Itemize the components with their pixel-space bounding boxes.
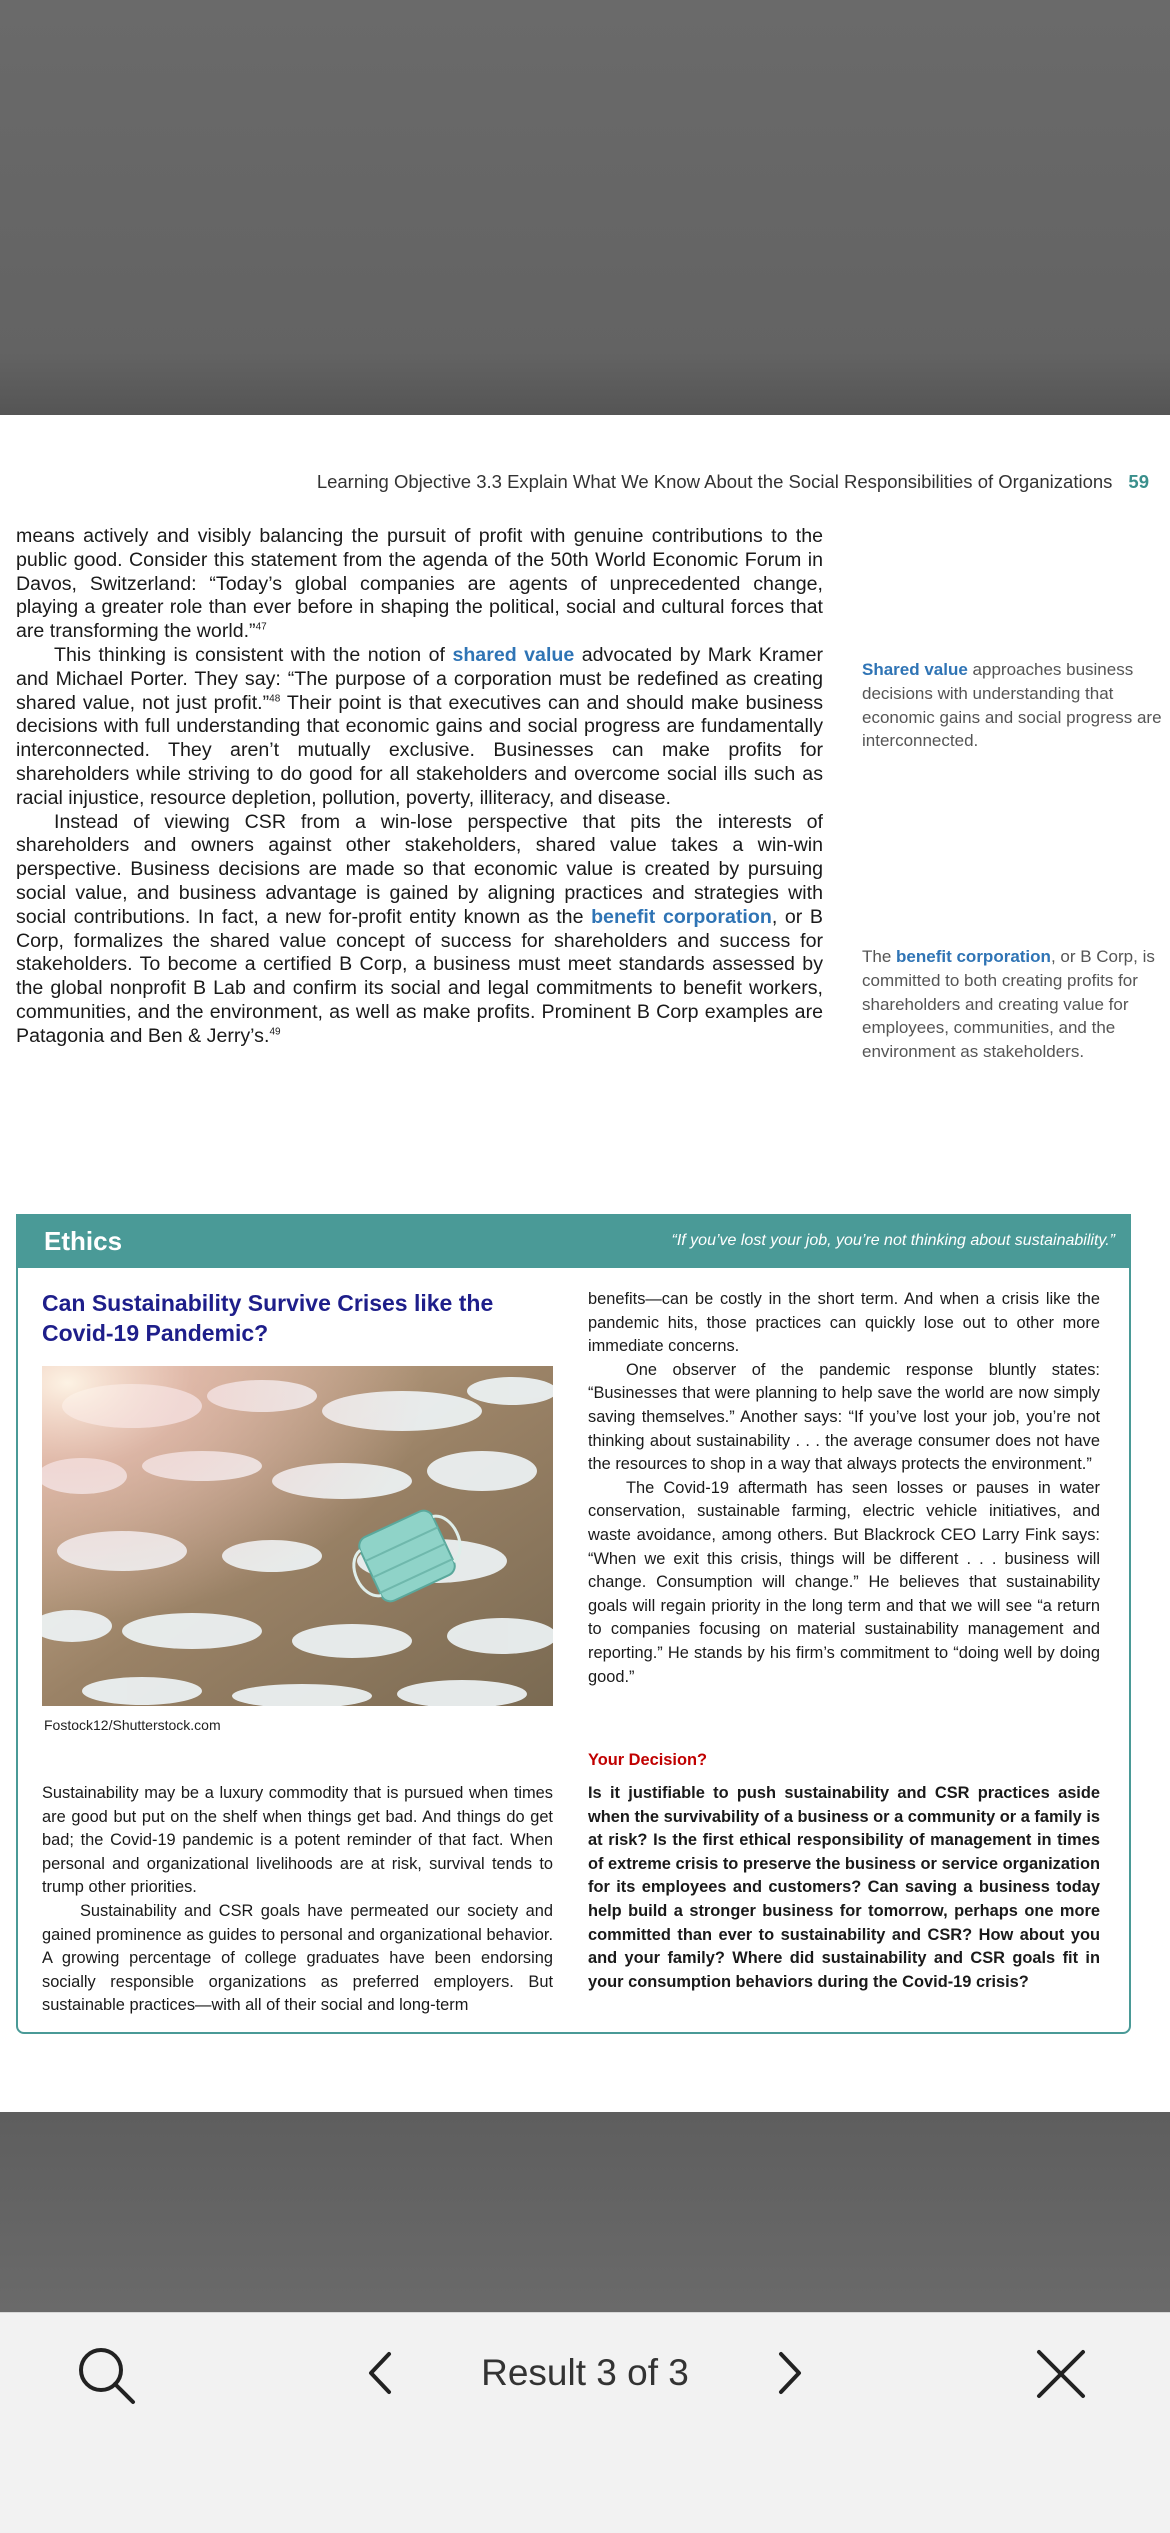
ethics-right-column xyxy=(588,1288,1100,1689)
paragraph xyxy=(16,811,823,1049)
viewer-background-top xyxy=(0,0,1170,415)
paragraph: Sustainability may be a luxury commodity that is pursued when times are good but put on the shelf when things get bad. And things do get bad; the Covid-19 pandemic is a potent reminder of that fact. When personal and organizational livelihoods are at risk, survival tends to trump other priorities. xyxy=(42,1784,553,1897)
ethics-pull-quote: “If you’ve lost your job, you’re not thinking about sustainability.” xyxy=(671,1232,1115,1249)
paragraph: The Covid-19 aftermath has seen losses or pauses in water conservation, sustainable farming, electric vehicle initiatives, and waste avoidance, among others. But Blackrock CEO Larry Fink says: “When we exit this crisis, things will be different . . . business will change. Consumption will change.” He believes that sustainability goals will regain priority in the long term and that we will see “a return to companies focusing on material sustainability management and reporting.” He stands by his firm’s commitment to “doing well by doing good.” xyxy=(588,1478,1100,1686)
paragraph-text: This thinking is consistent with the notion of xyxy=(54,643,453,666)
paragraph-text: Instead of viewing CSR from a win-lose perspective that pits the interests of shareholders and owners against other stakeholders, shared value takes a win-win perspective. Business decisions are made so that economic value is created by pursuing social value, and business advantage is gained by aligning practices and strategies with social contributions. In fact, a new for-profit entity known as the xyxy=(16,810,823,928)
book-page xyxy=(0,415,1170,2112)
search-icon xyxy=(75,2344,139,2408)
paragraph xyxy=(16,644,823,811)
search-results-toolbar xyxy=(0,2312,1170,2533)
ethics-label: Ethics xyxy=(44,1226,123,1256)
margin-note-text: The xyxy=(862,947,897,966)
margin-note-text: , or B Corp, is committed to both creating profits for shareholders and creating value for employees, communities, and the environment as stakeholders. xyxy=(862,947,1155,1062)
close-search-button[interactable] xyxy=(1030,2343,1092,2405)
running-head xyxy=(317,471,1149,493)
paragraph: Sustainability and CSR goals have permeated our society and gained prominence as guides to personal and organizational behavior. A growing percentage of college graduates have been endorsing socially responsible organizations as preferred employers. But sustainable practices—with all of their social and long-term xyxy=(42,1901,553,2015)
paragraph: benefits—can be costly in the short term. And when a crisis like the pandemic hits, those practices can quickly lose out to other more immediate concerns. xyxy=(588,1290,1100,1356)
running-head-title: Learning Objective 3.3 Explain What We Know About the Social Responsibilities of Organizations xyxy=(316,471,1113,492)
endnote-ref[interactable]: 49 xyxy=(269,1026,281,1038)
endnote-ref[interactable]: 47 xyxy=(255,621,267,633)
close-icon xyxy=(1034,2347,1088,2401)
page-number: 59 xyxy=(1128,471,1149,492)
ethics-title: Can Sustainability Survive Crises like the Covid-19 Pandemic? xyxy=(42,1290,494,1346)
result-counter: Result 3 of 3 xyxy=(481,2352,689,2393)
margin-note-shared-value xyxy=(862,658,1162,753)
paragraph xyxy=(16,525,823,644)
main-body-text xyxy=(16,525,823,1049)
previous-result-button[interactable] xyxy=(352,2343,408,2403)
paragraph-text: , or B Corp, formalizes the shared value concept of success for shareholders and success for stakeholders. To become a certified B Corp, a business must meet standards assessed by the global nonprofit B Lab and confirm its social and legal commitments to benefit workers, communities, and the environment, as well as make profits. Prominent B Corp examples are Patagonia and Ben & Jerry’s. xyxy=(16,905,824,1047)
margin-note-benefit-corporation xyxy=(862,945,1162,1064)
margin-keyword: benefit corporation xyxy=(896,947,1051,966)
ethics-left-column xyxy=(42,1782,553,2018)
chevron-right-icon xyxy=(775,2350,805,2396)
paragraph: One observer of the pandemic response bluntly states: “Businesses that were planning to help save the world are now simply saving themselves.” Another says: “If you’ve lost your job, you’re not thinking about sustainability . . . the average consumer does not have the resources to shop in a way that always protects the environment.” xyxy=(588,1360,1100,1474)
keyword-shared-value[interactable]: shared value xyxy=(452,643,575,666)
margin-keyword: Shared value xyxy=(862,660,968,679)
your-decision-text: Is it justifiable to push sustainability and CSR practices aside when the survivability of a business or a community or a family is at risk? Is the first ethical responsibility of management in times of extreme crisis to preserve the business or service organization for its employees and customers? Can saving a business today help build a stronger business for tomorrow, perhaps one more committed than ever to sustainability and CSR? How about you and your family? Where did sustainability and CSR goals fit in your consumption behaviors during the Covid-19 crisis? xyxy=(588,1784,1100,1991)
paragraph-text: advocated by Mark Kramer and Michael Porter. They say: “The purpose of a corporation must be redefined as creating shared value, not just profit.” xyxy=(16,643,824,714)
paragraph-text: means actively and visibly balancing the pursuit of profit with genuine contributions to the public good. Consider this statement from the agenda of the 50th World Economic Forum in Davos, Switzerland: “Today’s global companies are agents of unprecedented change, playing a greater role than ever before in shaping the political, social and cultural forces that are transforming the world.” xyxy=(16,525,823,643)
ethics-header-bar xyxy=(18,1216,1129,1268)
your-decision-heading: Your Decision? xyxy=(588,1751,707,1769)
next-result-button[interactable] xyxy=(762,2343,818,2403)
face-mask-on-beach-photo xyxy=(42,1366,553,1706)
margin-note-text: approaches business decisions with understanding that economic gains and social progress are interconnected. xyxy=(862,660,1162,751)
endnote-ref[interactable]: 48 xyxy=(269,693,281,705)
chevron-left-icon xyxy=(365,2350,395,2396)
search-button[interactable] xyxy=(72,2341,142,2411)
paragraph-text: Their point is that executives can and should make business decisions with full understanding that economic gains and social progress are fundamentally interconnected. They aren’t mutually exclusive. Businesses can make profits for shareholders while striving to do good for all stakeholders and overcome social ills such as racial injustice, resource depletion, pollution, poverty, illiteracy, and disease. xyxy=(16,691,823,809)
viewer-background-bottom xyxy=(0,2112,1170,2312)
keyword-benefit-corporation[interactable]: benefit corporation xyxy=(591,905,772,928)
photo-credit: Fostock12/Shutterstock.com xyxy=(44,1717,221,1733)
ethics-feature-box xyxy=(16,1214,1131,2034)
